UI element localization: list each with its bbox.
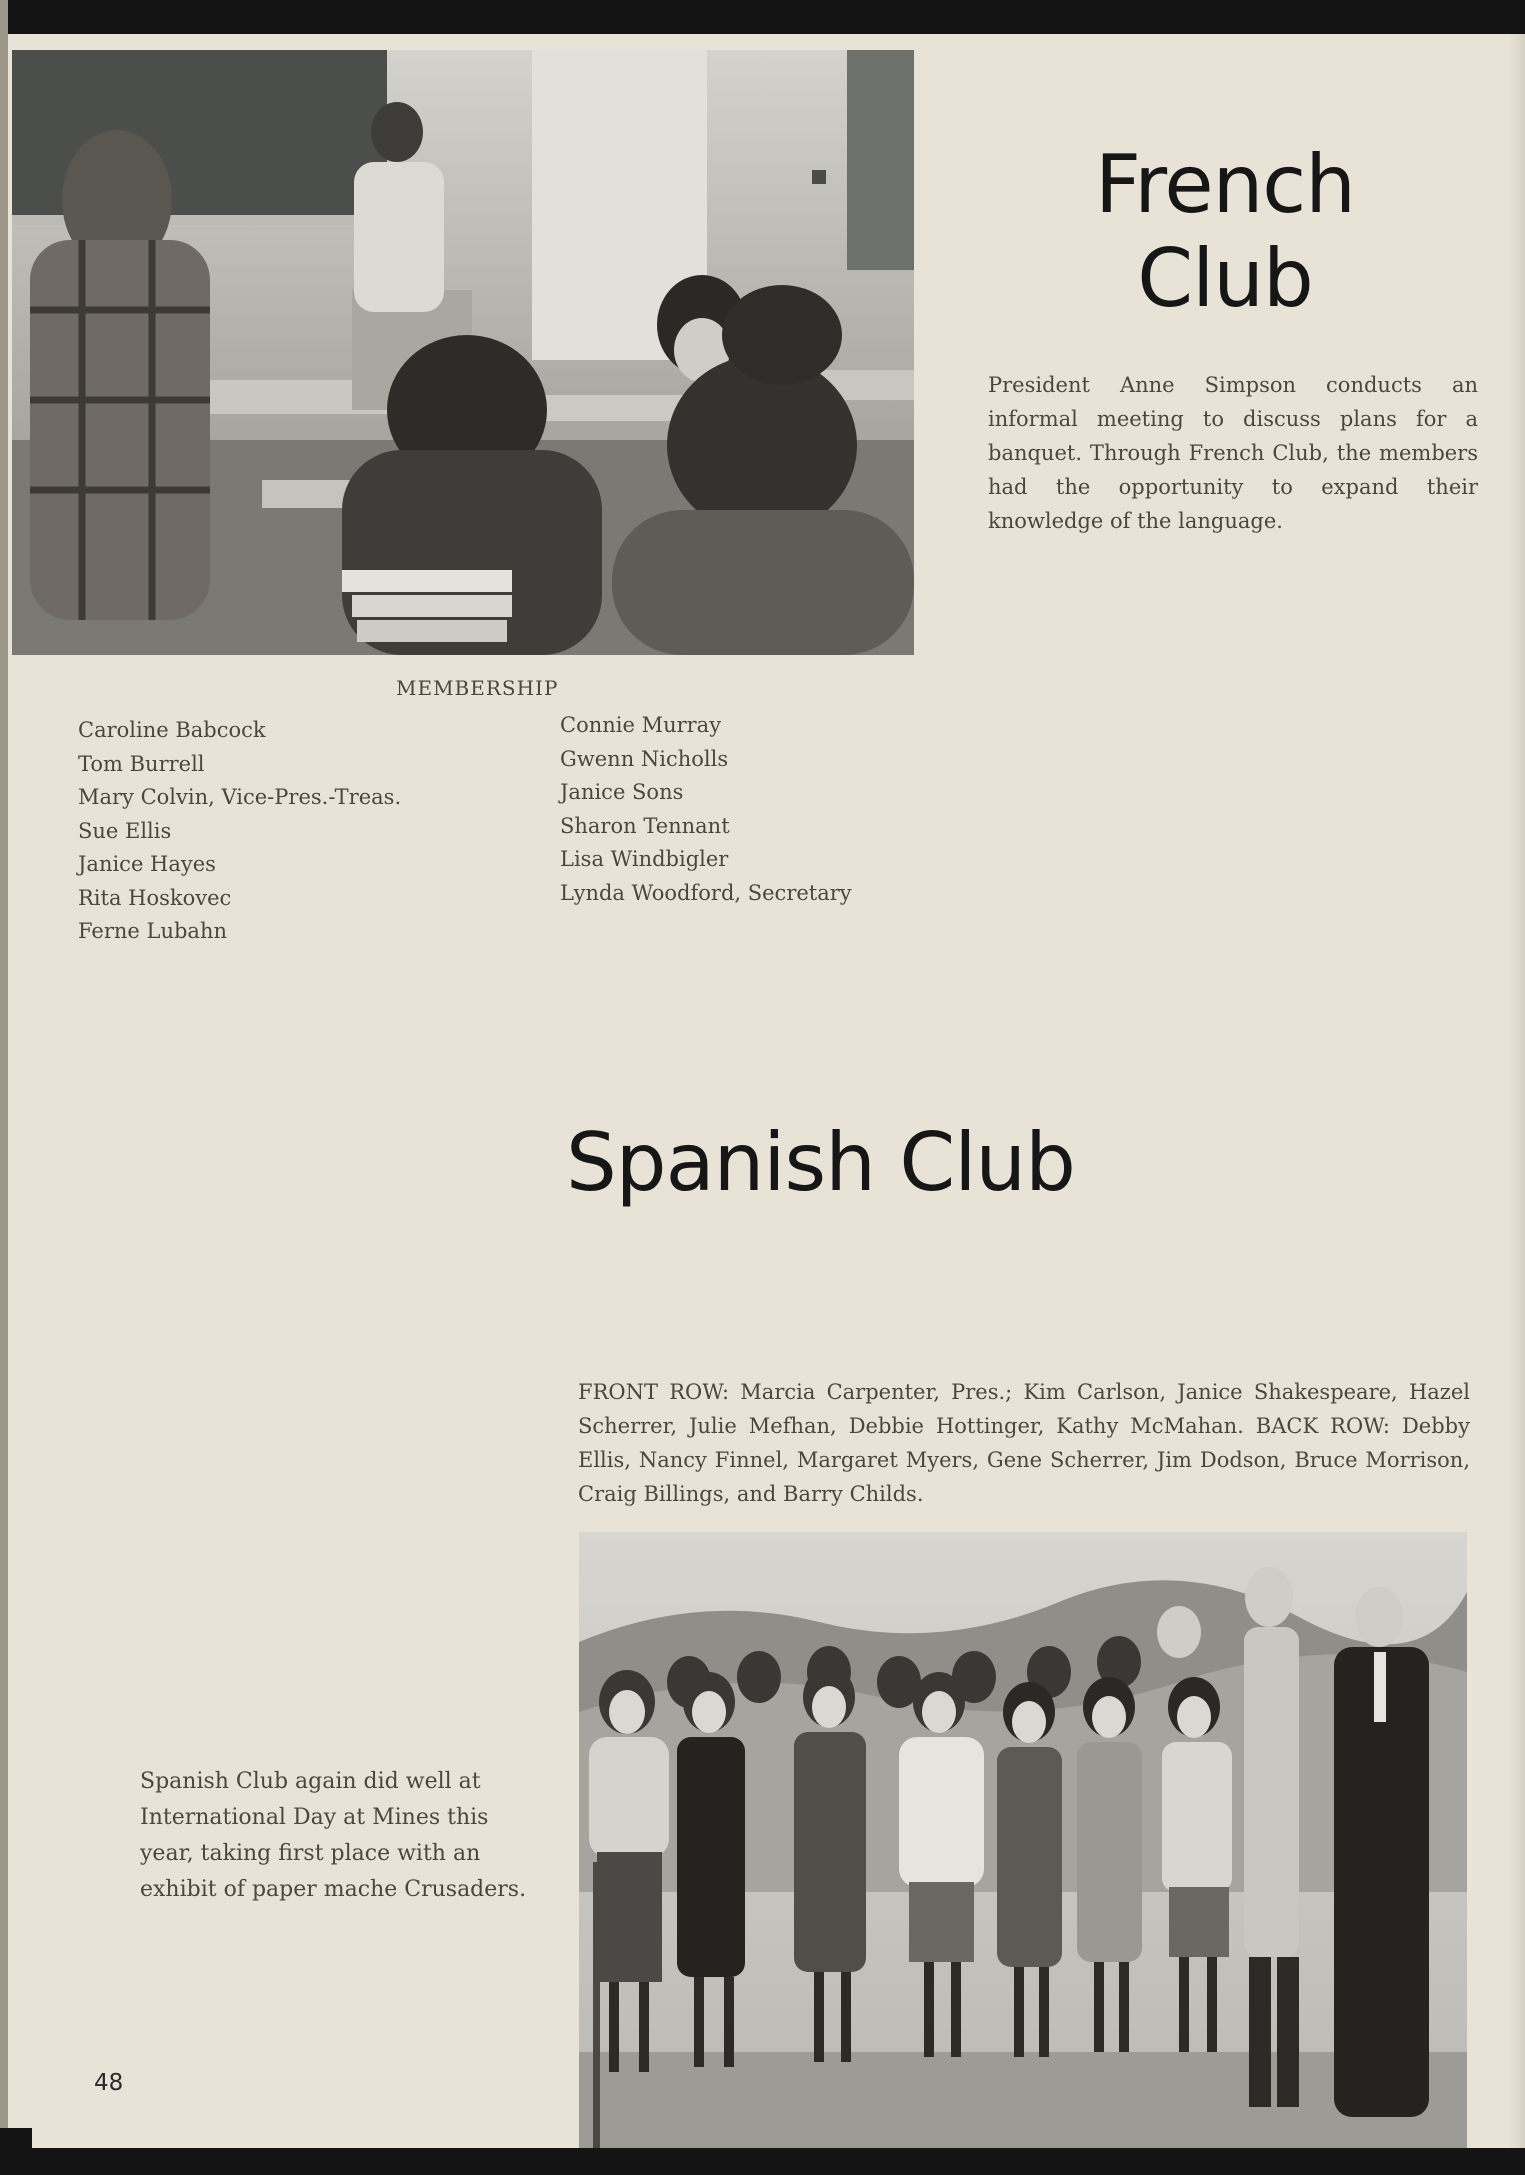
membership-list-column-1 [78, 714, 401, 949]
bottom-scan-notch [0, 2128, 32, 2148]
spanish-club-photo-illustration [579, 1532, 1467, 2148]
membership-list-column-2 [560, 709, 852, 910]
french-club-title [1030, 138, 1420, 326]
french-club-caption: President Anne Simpson conducts an informal meeting to discuss plans for a banquet. Through French Club, the members had the opportunity to expand their knowledge of the language. [988, 373, 1478, 533]
member-name: Caroline Babcock [78, 718, 266, 742]
member-name: Rita Hoskovec [78, 885, 232, 910]
spanish-club-title: Spanish Club [566, 1116, 1075, 1209]
member-name: Sue Ellis [78, 818, 172, 843]
member-name: Mary Colvin, Vice-Pres.-Treas. [78, 785, 402, 809]
membership-heading: MEMBERSHIP [396, 676, 559, 700]
member-name: Connie Murray [560, 713, 722, 737]
french-club-photo-illustration [12, 50, 914, 655]
top-scan-border [0, 0, 1525, 34]
member-name: Tom Burrell [78, 751, 205, 776]
member-name: Janice Sons [560, 780, 684, 804]
french-club-photo [12, 50, 914, 655]
member-name: Ferne Lubahn [78, 919, 227, 943]
left-scan-edge [0, 0, 8, 2175]
spanish-club-roster: FRONT ROW: Marcia Carpenter, Pres.; Kim Carlson, Janice Shakespeare, Hazel Scherrer, Julie Mefhan, Debbie Hottinger, Kathy McMahan. BACK ROW: Debby Ellis, Nancy Finnel, Margaret Myers, Gene Scherrer, Jim Dodson, Bruce Morrison, Craig Billings, and Barry Childs. [578, 1380, 1470, 1506]
french-title-line-2: Club [1137, 232, 1313, 325]
bottom-scan-border [0, 2148, 1525, 2175]
member-name: Gwenn Nicholls [560, 746, 729, 771]
right-page-shade [1509, 0, 1525, 2175]
french-title-line-1: French [1095, 138, 1355, 231]
member-name: Lynda Woodford, Secretary [560, 880, 852, 905]
page-number: 48 [94, 2070, 124, 2096]
member-name: Lisa Windbigler [560, 847, 729, 871]
spanish-club-caption: Spanish Club again did well at International Day at Mines this year, taking first place with an exhibit of paper mache Crusaders. [140, 1769, 527, 1902]
member-name: Janice Hayes [78, 852, 216, 876]
spanish-club-photo [579, 1532, 1467, 2148]
member-name: Sharon Tennant [560, 813, 730, 838]
